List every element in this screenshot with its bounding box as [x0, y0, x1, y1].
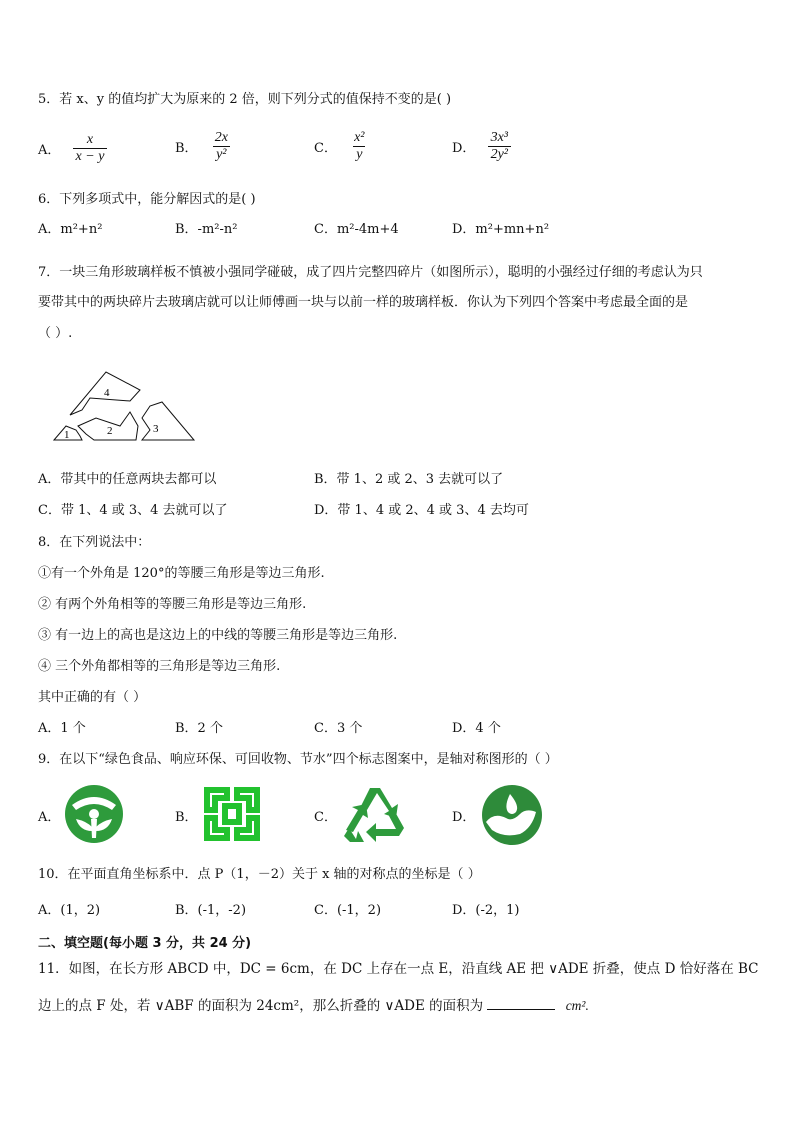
q5-c-denominator: y [353, 146, 365, 163]
q7-stem-line2: 要带其中的两块碎片去玻璃店就可以让师傅画一块与以前一样的玻璃样板．你认为下列四个答案中考虑最全面的是 [38, 295, 689, 310]
q9-option-c-label[interactable]: C． [314, 810, 337, 825]
q6-option-a[interactable]: A．m²+n² [38, 222, 103, 237]
q5-c-label: C． [314, 141, 337, 156]
q5-d-denominator: 2y² [488, 146, 511, 163]
q5-a-label: A． [38, 143, 61, 158]
shard-label-1: 1 [64, 429, 70, 441]
q9-option-d-label[interactable]: D． [452, 810, 476, 825]
q6-option-c[interactable]: C．m²-4m+4 [314, 222, 399, 237]
eco-response-logo-icon [203, 786, 261, 842]
q7-option-d[interactable]: D．带 1、4 或 2、4 或 3、4 去均可 [314, 503, 529, 518]
q10-option-b[interactable]: B．(-1，-2) [175, 903, 247, 918]
q5-d-fraction [488, 130, 511, 163]
q9-stem: 9．在以下“绿色食品、响应环保、可回收物、节水”四个标志图案中，是轴对称图形的（ ） [38, 752, 558, 767]
q5-stem: 5．若 x、y 的值均扩大为原来的 2 倍，则下列分式的值保持不变的是( ) [38, 92, 452, 107]
q6-option-b[interactable]: B．-m²-n² [175, 222, 238, 237]
q11-line2-text: 边上的点 F 处，若 ∨ABF 的面积为 24cm²，那么折叠的 ∨ADE 的面积为 [38, 998, 484, 1014]
shard-label-4: 4 [104, 387, 110, 399]
q8-statement-3: ③ 有一边上的高也是这边上的中线的等腰三角形是等边三角形. [38, 628, 398, 643]
q7-option-b[interactable]: B．带 1、2 或 2、3 去就可以了 [314, 472, 504, 487]
q11-line2 [38, 994, 589, 1014]
q7-option-c[interactable]: C．带 1、4 或 3、4 去就可以了 [38, 503, 228, 518]
q10-option-a[interactable]: A．(1，2) [38, 903, 101, 918]
q11-unit: cm². [565, 998, 589, 1013]
broken-triangle-figure [50, 368, 196, 442]
q9-option-a-label[interactable]: A． [38, 810, 61, 825]
q5-a-fraction [73, 132, 108, 165]
q8-statement-2: ② 有两个外角相等的等腰三角形是等边三角形. [38, 597, 307, 612]
shard-label-3: 3 [153, 423, 159, 435]
q5-option-b[interactable] [175, 130, 231, 163]
q5-option-a[interactable] [38, 132, 107, 165]
q11-line1: 11．如图，在长方形 ABCD 中，DC = 6cm，在 DC 上存在一点 E，沿直线 AE 把 ∨ADE 折叠，使点 D 恰好落在 BC [38, 961, 759, 977]
q6-stem: 6．下列多项式中，能分解因式的是( ) [38, 192, 256, 207]
q5-b-numerator: 2x [214, 130, 228, 145]
q5-a-numerator: x [86, 132, 94, 147]
q8-statement-4: ④ 三个外角都相等的三角形是等边三角形. [38, 659, 281, 674]
water-saving-logo-icon [480, 784, 544, 846]
shard-label-2: 2 [107, 425, 113, 437]
shard-3 [142, 402, 194, 440]
q6-option-d[interactable]: D．m²+mn+n² [452, 222, 550, 237]
q10-option-d[interactable]: D．(-2，1) [452, 903, 520, 918]
q9-option-b-label[interactable]: B． [175, 810, 198, 825]
q8-option-a[interactable]: A．1 个 [38, 721, 86, 736]
q8-ask: 其中正确的有（ ） [38, 690, 147, 705]
q5-a-denominator: x − y [73, 148, 108, 165]
q8-option-b[interactable]: B．2 个 [175, 721, 223, 736]
q5-b-label: B． [175, 141, 198, 156]
section-title-fill-in: 二、填空题(每小题 3 分，共 24 分) [38, 936, 252, 951]
q8-stem: 8．在下列说法中： [38, 535, 151, 550]
q8-option-c[interactable]: C．3 个 [314, 721, 363, 736]
q11-answer-blank[interactable] [487, 997, 555, 1010]
q5-d-label: D． [452, 141, 476, 156]
q5-b-denominator: y² [213, 146, 229, 163]
q5-c-numerator: x² [354, 130, 365, 145]
q8-option-d[interactable]: D．4 个 [452, 721, 501, 736]
q7-stem-line3: （ ）. [38, 326, 73, 341]
q5-option-d[interactable] [452, 130, 511, 163]
q5-d-numerator: 3x³ [490, 130, 508, 145]
q7-option-a[interactable]: A．带其中的任意两块去都可以 [38, 472, 217, 487]
q5-b-fraction [212, 130, 231, 163]
q10-stem: 10．在平面直角坐标系中．点 P（1，－2）关于 x 轴的对称点的坐标是（ ） [38, 867, 481, 882]
q8-statement-1: ①有一个外角是 120°的等腰三角形是等边三角形. [38, 566, 325, 581]
q5-option-c[interactable] [314, 130, 368, 163]
green-food-logo-icon [62, 783, 126, 845]
recycle-logo-icon [340, 784, 408, 844]
q5-c-fraction [351, 130, 367, 163]
q7-stem-line1: 7．一块三角形玻璃样板不慎被小强同学碰破，成了四片完整四碎片（如图所示），聪明的小强经过仔细的考虑认为只 [38, 265, 703, 280]
q10-option-c[interactable]: C．(-1，2) [314, 903, 382, 918]
